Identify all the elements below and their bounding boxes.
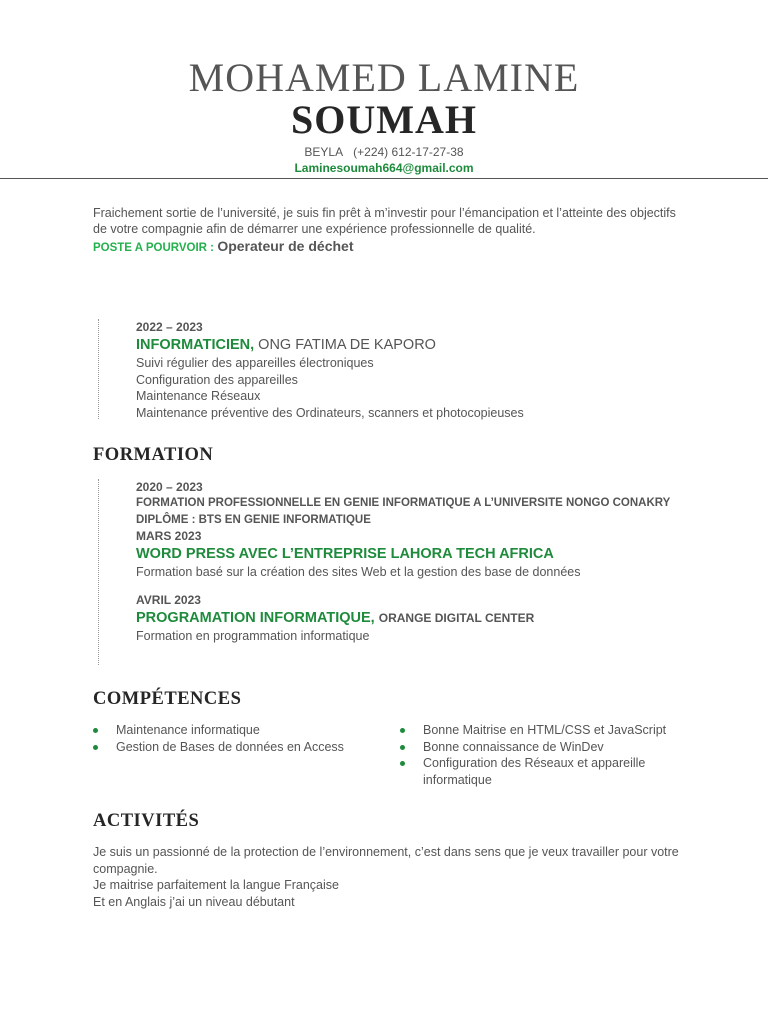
bullet-icon: [400, 728, 405, 733]
formation-timeline: [98, 479, 670, 665]
experience-title: [136, 335, 524, 355]
experience-task: Suivi régulier des appareilles électroniques: [136, 356, 374, 370]
experience-item: [99, 319, 524, 421]
section-heading-formation: FORMATION: [93, 445, 214, 465]
activity-line: Je maitrise parfaitement la langue Française: [93, 878, 339, 892]
formation-title: [136, 608, 670, 628]
formation-item: [99, 479, 670, 528]
formation-item: [99, 528, 670, 581]
experience-org: ONG FATIMA DE KAPORO: [258, 337, 436, 353]
skills-column-left: [93, 722, 373, 755]
skill-item: Configuration des Réseaux et appareille informatique: [400, 755, 680, 788]
bullet-icon: [400, 745, 405, 750]
experience-date: 2022 – 2023: [136, 320, 203, 334]
activity-line: Je suis un passionné de la protection de l’environnement, c’est dans sens que je veux travailler pour votre compagnie.: [93, 845, 679, 876]
formation-course: PROGRAMATION INFORMATIQUE,: [136, 609, 375, 626]
contact-line: [0, 145, 768, 159]
name-first: MOHAMED LAMINE: [188, 55, 580, 100]
section-heading-competences: COMPÉTENCES: [93, 689, 242, 709]
formation-desc: Formation en programmation informatique: [136, 628, 370, 643]
formation-desc: Formation basé sur la création des sites Web et la gestion des base de données: [136, 565, 581, 579]
poste-value: Operateur de déchet: [217, 238, 354, 254]
activities-text: [93, 844, 683, 910]
formation-title: FORMATION PROFESSIONNELLE EN GENIE INFORMATIQUE A L’UNIVERSITE NONGO CONAKRY: [136, 497, 671, 509]
bullet-icon: [93, 728, 98, 733]
city: BEYLA: [304, 145, 344, 159]
experience-role: INFORMATICIEN,: [136, 337, 255, 353]
name-last: SOUMAH: [291, 97, 477, 142]
formation-title: WORD PRESS AVEC L’ENTREPRISE LAHORA TECH AFRICA: [136, 546, 554, 562]
formation-org: ORANGE DIGITAL CENTER: [378, 610, 535, 625]
experience-task: Configuration des appareilles: [136, 372, 298, 387]
formation-diploma: DIPLÔME : BTS EN GENIE INFORMATIQUE: [136, 513, 371, 526]
email-link[interactable]: Laminesoumah664@gmail.com: [294, 161, 474, 175]
phone: (+224) 612-17-27-38: [353, 145, 464, 159]
formation-item: [99, 592, 670, 645]
bullet-icon: [93, 745, 98, 750]
activity-line: Et en Anglais j’ai un niveau débutant: [93, 894, 295, 909]
experience-task: Maintenance Réseaux: [136, 389, 261, 403]
skill-item: Bonne Maitrise en HTML/CSS et JavaScript: [400, 722, 680, 739]
bullet-icon: [400, 761, 405, 766]
experience-task: Maintenance préventive des Ordinateurs, scanners et photocopieuses: [136, 405, 524, 420]
objective-text: Fraichement sortie de l’université, je suis fin prêt à m’investir pour l’émancipation et l’atteinte des objectifs de votre compagnie afin de démarrer une expérience professionnelle de qualité.: [93, 206, 676, 236]
skill-item: Bonne connaissance de WinDev: [400, 739, 680, 756]
skill-item: Gestion de Bases de données en Access: [93, 739, 373, 756]
skill-item: Maintenance informatique: [93, 722, 373, 739]
formation-date: 2020 – 2023: [136, 480, 203, 494]
poste-label: POSTE A POURVOIR :: [93, 242, 214, 254]
poste-line: [93, 238, 353, 254]
section-heading-activites: ACTIVITÉS: [93, 811, 200, 831]
formation-date: AVRIL 2023: [136, 592, 201, 607]
skills-column-right: [400, 722, 680, 788]
experience-timeline: [98, 319, 524, 419]
formation-date: MARS 2023: [136, 529, 202, 543]
header-divider: [0, 178, 768, 179]
